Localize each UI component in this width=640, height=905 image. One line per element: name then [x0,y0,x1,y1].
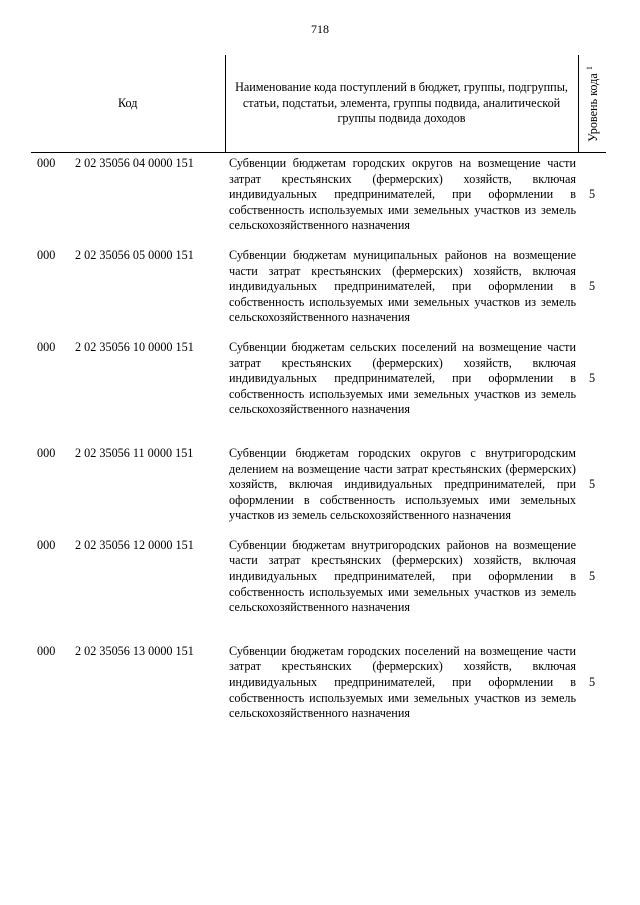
table-body [31,153,606,722]
header-level-label: Уровень кода [586,72,601,142]
header-level [578,55,606,153]
table-row [31,644,606,722]
admin-code-cell: 000 [37,247,56,262]
revenue-code-cell: 2 02 35056 11 0000 151 [75,445,194,460]
revenue-code-cell: 2 02 35056 04 0000 151 [75,156,194,170]
revenue-name-cell: Субвенции бюджетам муниципальных районов на возмещение части затрат крестьянских (фермерских) хозяйств, включая индивидуальных предпринимателей, при оформлении в собственность используемых ими земельных участков из земель сельскохозяйственного назначения [229,247,576,325]
table-row [31,538,606,644]
code-level-cell: 5 [588,675,596,690]
table-row [31,340,606,446]
admin-code-cell: 000 [37,445,56,460]
table-header [31,55,606,153]
admin-code-cell: 000 [37,156,56,170]
table-row [31,153,606,248]
table-row [31,446,606,538]
page-number: 718 [311,22,329,36]
revenue-code-cell: 2 02 35056 10 0000 151 [75,339,194,354]
revenue-name-cell: Субвенции бюджетам городских округов с внутригородским делением на возмещение части затрат крестьянских (фермерских) хозяйств, включая индивидуальных предпринимателей, при оформлении в собственность используемых ими земельных участков из земель сельскохозяйственного назначения [229,445,576,523]
header-code: Код [31,55,225,153]
revenue-codes-table [31,55,606,722]
code-level-cell: 5 [588,279,596,294]
revenue-name-cell: Субвенции бюджетам сельских поселений на возмещение части затрат крестьянских (фермерских) хозяйств, включая индивидуальных предпринимателей, при оформлении в собственность используемых ими земельных участков из земель сельскохозяйственного назначения [229,339,576,417]
revenue-code-cell: 2 02 35056 13 0000 151 [75,643,194,658]
revenue-code-cell: 2 02 35056 12 0000 151 [75,537,194,552]
admin-code-cell: 000 [37,537,56,552]
table-row [31,248,606,340]
admin-code-cell: 000 [37,643,56,658]
code-level-cell: 5 [588,569,596,584]
revenue-name-cell: Субвенции бюджетам городских поселений на возмещение части затрат крестьянских (фермерских) хозяйств, включая индивидуальных предпринимателей, при оформлении в собственность используемых ими земельных участков из земель сельскохозяйственного назначения [229,643,576,721]
revenue-name-cell: Субвенции бюджетам городских округов на возмещение части затрат крестьянских (фермерских) хозяйств, включая индивидуальных предпринимателей, при оформлении в собственность используемых ими земельных участков из земель сельскохозяйственного назначения [229,156,576,233]
header-name: Наименование кода поступлений в бюджет, группы, подгруппы, статьи, подстатьи, элемента, группы подвида, аналитической группы подвида доходов [225,55,578,153]
header-level-footnote: 1 [585,65,595,70]
code-level-cell: 5 [588,477,596,492]
header-level-rotated [582,66,602,142]
code-level-cell: 5 [588,187,596,202]
revenue-name-cell: Субвенции бюджетам внутригородских районов на возмещение части затрат крестьянских (фермерских) хозяйств, включая индивидуальных предпринимателей, при оформлении в собственность используемых ими земельных участков из земель сельскохозяйственного назначения [229,537,576,615]
revenue-code-cell: 2 02 35056 05 0000 151 [75,247,194,262]
admin-code-cell: 000 [37,339,56,354]
code-level-cell: 5 [588,371,596,386]
